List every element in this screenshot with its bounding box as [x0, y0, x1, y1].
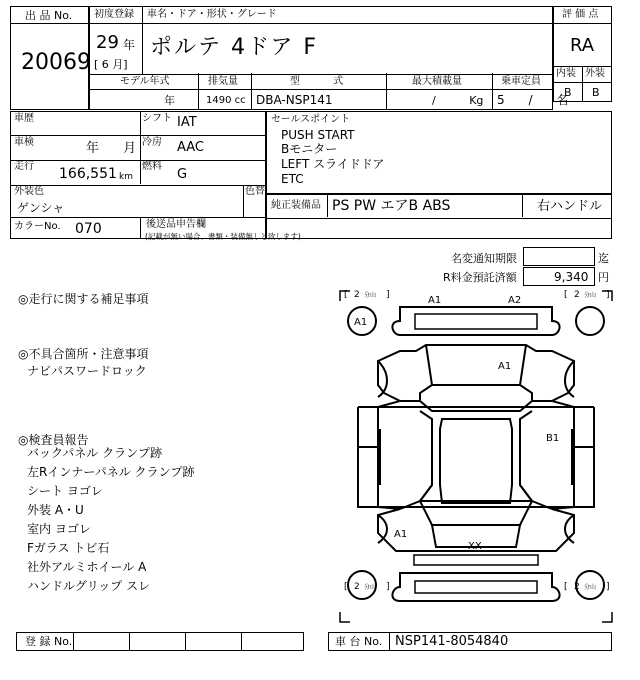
exterior-color-label: 外装色: [14, 186, 44, 197]
equipment-box: [266, 194, 612, 239]
vehicle-damage-diagram: [338, 289, 614, 624]
tire-label-rear-right-unit: 分山: [584, 584, 597, 591]
first-registration-month: [ 6 月]: [94, 58, 128, 71]
registration-number-box: [16, 632, 304, 651]
equipment-value: PS PW エアB ABS: [332, 198, 451, 214]
capacity-value: 5 / 名: [497, 93, 569, 107]
aftermarket-label: 後送品申告欄: [146, 219, 206, 230]
max-load-label: 最大積載量: [412, 76, 462, 87]
inspector-report-item: 社外アルミホイール A: [27, 560, 147, 574]
chassis-number-value: NSP141-8054840: [395, 634, 509, 649]
fuel-value: G: [177, 167, 188, 182]
inspector-report-item: バックパネル クランプ跡: [27, 446, 163, 460]
chassis-number-box: [328, 632, 612, 651]
history-label: 車歴: [14, 113, 34, 124]
evaluation-score: RA: [570, 35, 595, 56]
evaluation-box: [553, 6, 612, 102]
name-change-deadline-label: 名変通知期限: [451, 252, 517, 265]
model-year-unit: 年: [164, 94, 175, 107]
sales-point-1: PUSH START: [281, 128, 355, 142]
model-year-label: モデル年式: [120, 76, 170, 87]
exterior-grade-label: 外装: [585, 68, 605, 79]
mark-rear-left: A1: [394, 529, 408, 540]
inspector-report-item: 室内 ヨゴレ: [27, 522, 91, 536]
recycle-fee-unit: 円: [598, 271, 609, 284]
defect-item: ナビパスワードロック: [27, 364, 147, 378]
inspector-report-list: [27, 444, 195, 596]
tire-label-rear-left-end: ]: [386, 582, 390, 592]
sales-point-box: [266, 111, 612, 194]
sales-point-3: LEFT スライドドア: [281, 157, 385, 171]
driving-notes-title: ◎走行に関する補足事項: [18, 292, 149, 306]
tire-label-rear-left: [: [344, 582, 348, 592]
inspector-report-item: シート ヨゴレ: [27, 484, 103, 498]
sales-point-4: ETC: [281, 172, 304, 186]
tire-label-rear-right: [: [564, 582, 568, 592]
tire-label-rear-right-value: 2: [574, 582, 580, 592]
first-registration-year-unit: 年: [123, 38, 136, 52]
model-label: 型 式: [290, 76, 344, 87]
model-value: DBA-NSP141: [256, 93, 333, 107]
mark-rear-glass: XX: [468, 541, 482, 552]
mark-front-bumper-left: A1: [428, 295, 442, 306]
defects-title: ◎不具合箇所・注意事項: [18, 347, 149, 361]
tire-label-rear-left-value: 2: [354, 582, 360, 592]
tire-label-rear-left-unit: 分山: [364, 584, 377, 591]
first-registration-label: 初度登録: [94, 9, 134, 20]
color-number-label: カラーNo.: [14, 221, 61, 232]
tire-label-rear-right-end: ]: [606, 582, 610, 592]
chassis-number-label: 車 台 No.: [335, 635, 383, 648]
inspector-report-item: Fガラス トビ石: [27, 541, 110, 555]
car-name-label: 車名・ドア・形状・グレード: [147, 9, 277, 20]
ac-label: 冷房: [142, 137, 162, 148]
lot-number: 20069: [21, 50, 91, 75]
ac-value: AAC: [177, 140, 204, 155]
inspector-report-item: 左Rインナーパネル クランプ跡: [27, 465, 195, 479]
aftermarket-note: (記載が無い場合、書類・装備無しと致します): [145, 232, 301, 241]
inspector-report-title: ◎検査員報告: [18, 433, 89, 447]
first-registration-year: 29: [96, 32, 119, 53]
shift-value: IAT: [177, 115, 197, 130]
registration-number-label: 登 録 No.: [25, 635, 73, 648]
displacement-label: 排気量: [208, 76, 238, 87]
tire-label-front-left-value: 2: [354, 290, 360, 300]
shift-label: シフト: [142, 113, 172, 124]
mark-door-right: B1: [546, 433, 560, 444]
inspector-report-item: ハンドルグリップ スレ: [27, 579, 151, 593]
name-change-deadline-field: [523, 247, 595, 266]
sales-point-2: Bモニター: [281, 142, 338, 156]
tire-label-front-right-unit: 分山: [584, 292, 597, 299]
mark-wheel-front-left: A1: [354, 317, 368, 328]
max-load-value: / Kg: [432, 94, 484, 107]
exterior-grade: B: [592, 86, 600, 99]
mileage-value: 166,551: [59, 166, 117, 182]
name-change-deadline-unit: 迄: [598, 252, 609, 265]
tire-label-front-right-value: 2: [574, 290, 580, 300]
mark-front-bumper-right: A2: [508, 295, 522, 306]
tire-label-front-left-end: ]: [386, 290, 390, 300]
recycle-fee-field: [523, 267, 595, 286]
tire-label-front-right-end: ]: [606, 290, 610, 300]
lot-number-label: 出 品 No.: [25, 9, 73, 22]
steering-value: 右ハンドル: [537, 199, 603, 214]
lot-number-box: [10, 6, 89, 110]
capacity-label: 乗車定員: [501, 76, 541, 87]
recycle-fee-label: R料金預託済額: [443, 271, 517, 284]
exterior-color-value: ゲンシャ: [17, 201, 65, 215]
tire-label-front-right: [: [564, 290, 568, 300]
tire-label-front-left-unit: 分山: [364, 292, 377, 299]
mark-fender-right: A1: [498, 361, 512, 372]
mileage-unit: km: [119, 172, 133, 182]
repaint-label: 色替: [245, 186, 265, 197]
mileage-label: 走行: [14, 161, 34, 172]
car-name: ポルテ 4ドア F: [150, 35, 318, 60]
color-number-value: 070: [75, 221, 102, 237]
inspector-report-item: 外装 A・U: [27, 503, 84, 517]
evaluation-label: 評 価 点: [562, 9, 599, 20]
inspection-label: 車検: [14, 137, 34, 148]
sales-point-label: セールスポイント: [271, 114, 351, 125]
equipment-label: 純正装備品: [271, 200, 321, 211]
recycle-fee-value: 9,340: [554, 270, 589, 284]
displacement-value: 1490 cc: [206, 95, 246, 106]
interior-grade-label: 内装: [556, 68, 576, 79]
fuel-label: 燃料: [142, 161, 162, 172]
inspection-value: 年 月: [86, 141, 137, 156]
interior-grade: B: [564, 86, 572, 99]
tire-label-front-left: [: [344, 290, 348, 300]
